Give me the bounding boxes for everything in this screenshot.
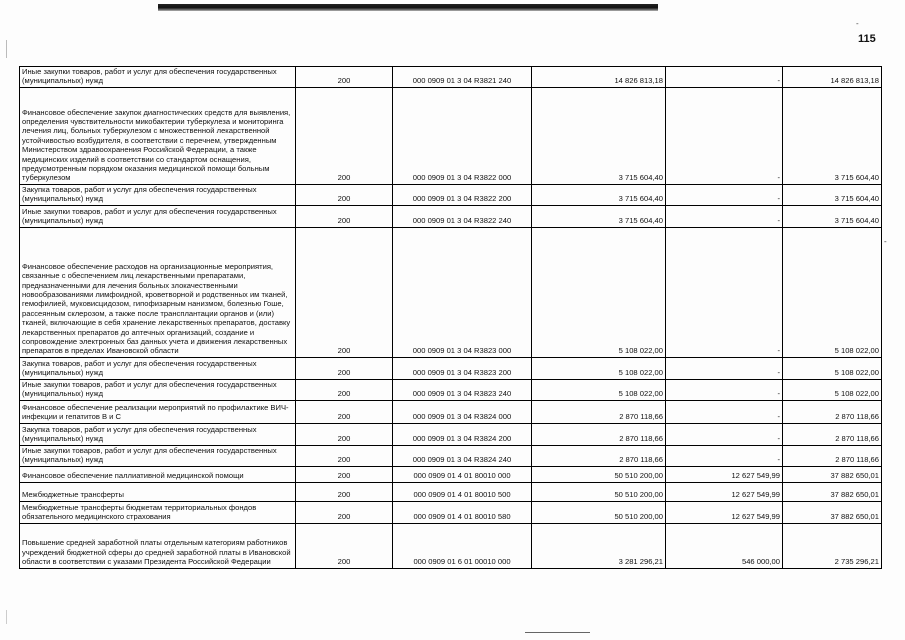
row-total: 37 882 650,01 [783, 466, 882, 482]
row-amount: 3 281 296,21 [532, 523, 666, 568]
row-total: 37 882 650,01 [783, 482, 882, 501]
budget-table [19, 66, 882, 569]
margin-mark-bottom [6, 610, 7, 624]
row-budget-code: 000 0909 01 4 01 80010 500 [393, 482, 532, 501]
dash-mark: - [856, 19, 859, 28]
row-vr-code: 200 [296, 67, 393, 88]
table-row [20, 482, 882, 501]
table-row [20, 379, 882, 400]
row-vr-code: 200 [296, 379, 393, 400]
row-budget-code: 000 0909 01 4 01 80010 000 [393, 466, 532, 482]
row-budget-code: 000 0909 01 3 04 R3822 200 [393, 184, 532, 205]
row-total: 2 735 296,21 [783, 523, 882, 568]
row-change: 12 627 549,99 [666, 466, 783, 482]
row-name: Межбюджетные трансферты [20, 482, 296, 501]
row-amount: 5 108 022,00 [532, 227, 666, 357]
row-name: Межбюджетные трансферты бюджетам территориальных фондов обязательного медицинского страхования [20, 501, 296, 523]
row-amount: 3 715 604,40 [532, 184, 666, 205]
row-budget-code: 000 0909 01 3 04 R3824 200 [393, 423, 532, 445]
page-number: 115 [858, 33, 876, 45]
row-budget-code: 000 0909 01 3 04 R3823 000 [393, 227, 532, 357]
row-total: 3 715 604,40 [783, 87, 882, 184]
table-row [20, 445, 882, 466]
table-row [20, 501, 882, 523]
table-row [20, 400, 882, 423]
row-amount: 2 870 118,66 [532, 423, 666, 445]
row-amount: 50 510 200,00 [532, 482, 666, 501]
row-budget-code: 000 0909 01 6 01 00010 000 [393, 523, 532, 568]
row-vr-code: 200 [296, 482, 393, 501]
row-change: - [666, 445, 783, 466]
row-name: Финансовое обеспечение закупок диагностических средств для выявления, определения чувствительности микобактерии туберкулеза и мониторинга лечения лиц, больных туберкулезом с множественной лекарственной устойчивостью возбудителя, в соответствии с перечнем, утвержденным Министерством здравоохранения Российской Федерации, а также медицинских изделий в соответствии со стандартом оснащения, предусмотренным порядком оказания медицинской помощи больным туберкулезом [20, 87, 296, 184]
row-change: - [666, 423, 783, 445]
row-name: Иные закупки товаров, работ и услуг для обеспечения государственных (муниципальных) нужд [20, 445, 296, 466]
row-vr-code: 200 [296, 501, 393, 523]
row-budget-code: 000 0909 01 3 04 R3822 000 [393, 87, 532, 184]
row-change: - [666, 357, 783, 379]
row-name: Закупка товаров, работ и услуг для обеспечения государственных (муниципальных) нужд [20, 357, 296, 379]
row-change: - [666, 184, 783, 205]
row-amount: 14 826 813,18 [532, 67, 666, 88]
row-vr-code: 200 [296, 87, 393, 184]
row-amount: 3 715 604,40 [532, 87, 666, 184]
row-change: - [666, 379, 783, 400]
table-row [20, 466, 882, 482]
row-total: 14 826 813,18 [783, 67, 882, 88]
row-total: 5 108 022,00 [783, 379, 882, 400]
row-name: Повышение средней заработной платы отдельным категориям работников учреждений бюджетной сферы до средней заработной платы в Ивановской области в соответствии с указами Президента Российской Федерации [20, 523, 296, 568]
row-amount: 3 715 604,40 [532, 205, 666, 227]
row-vr-code: 200 [296, 184, 393, 205]
table-row [20, 87, 882, 184]
row-budget-code: 000 0909 01 3 04 R3821 240 [393, 67, 532, 88]
row-vr-code: 200 [296, 466, 393, 482]
row-change: - [666, 205, 783, 227]
row-total: 3 715 604,40 [783, 184, 882, 205]
table-row [20, 205, 882, 227]
row-change: - [666, 87, 783, 184]
row-change: - [666, 67, 783, 88]
row-vr-code: 200 [296, 357, 393, 379]
row-vr-code: 200 [296, 423, 393, 445]
row-budget-code: 000 0909 01 3 04 R3824 240 [393, 445, 532, 466]
row-change: 546 000,00 [666, 523, 783, 568]
bottom-line [525, 632, 590, 633]
row-change: - [666, 227, 783, 357]
row-budget-code: 000 0909 01 3 04 R3824 000 [393, 400, 532, 423]
row-name: Финансовое обеспечение реализации мероприятий по профилактике ВИЧ-инфекции и гепатитов В и С [20, 400, 296, 423]
row-total: 2 870 118,66 [783, 423, 882, 445]
row-amount: 5 108 022,00 [532, 379, 666, 400]
row-name: Закупка товаров, работ и услуг для обеспечения государственных (муниципальных) нужд [20, 184, 296, 205]
row-budget-code: 000 0909 01 3 04 R3822 240 [393, 205, 532, 227]
row-total: 5 108 022,00 [783, 227, 882, 357]
row-total: 2 870 118,66 [783, 400, 882, 423]
margin-mark [6, 40, 7, 58]
row-vr-code: 200 [296, 523, 393, 568]
row-name: Закупка товаров, работ и услуг для обеспечения государственных (муниципальных) нужд [20, 423, 296, 445]
table-row [20, 423, 882, 445]
table-row [20, 184, 882, 205]
table-row [20, 67, 882, 88]
row-amount: 50 510 200,00 [532, 501, 666, 523]
margin-dash: - [884, 237, 887, 246]
row-budget-code: 000 0909 01 3 04 R3823 200 [393, 357, 532, 379]
row-change: - [666, 400, 783, 423]
row-change: 12 627 549,99 [666, 501, 783, 523]
row-amount: 50 510 200,00 [532, 466, 666, 482]
row-total: 37 882 650,01 [783, 501, 882, 523]
scan-top-line [158, 10, 658, 11]
row-total: 3 715 604,40 [783, 205, 882, 227]
row-name: Финансовое обеспечение паллиативной медицинской помощи [20, 466, 296, 482]
row-total: 5 108 022,00 [783, 357, 882, 379]
row-vr-code: 200 [296, 400, 393, 423]
row-name: Финансовое обеспечение расходов на организационные мероприятия, связанные с обеспечением лиц лекарственными препаратами, предназначенными для лечения больных злокачественными новообразованиями лимфоидной, кроветворной и родственных им тканей, гемофилией, муковисцидозом, гипофизарным нанизмом, болезнью Гоше, рассеянным склерозом, а также после трансплантации органов и (или) тканей, включающие в себя хранение лекарственных препаратов, доставку лекарственных препаратов до аптечных организаций, создание и сопровождение электронных баз данных учета и движения лекарственных препаратов в пределах Ивановской области [20, 227, 296, 357]
row-name: Иные закупки товаров, работ и услуг для обеспечения государственных (муниципальных) нужд [20, 67, 296, 88]
row-amount: 2 870 118,66 [532, 400, 666, 423]
row-name: Иные закупки товаров, работ и услуг для обеспечения государственных (муниципальных) нужд [20, 379, 296, 400]
row-vr-code: 200 [296, 445, 393, 466]
row-budget-code: 000 0909 01 3 04 R3823 240 [393, 379, 532, 400]
row-change: 12 627 549,99 [666, 482, 783, 501]
row-name: Иные закупки товаров, работ и услуг для обеспечения государственных (муниципальных) нужд [20, 205, 296, 227]
table-row [20, 227, 882, 357]
row-budget-code: 000 0909 01 4 01 80010 580 [393, 501, 532, 523]
row-vr-code: 200 [296, 205, 393, 227]
table-row [20, 357, 882, 379]
row-total: 2 870 118,66 [783, 445, 882, 466]
table-row [20, 523, 882, 568]
row-amount: 2 870 118,66 [532, 445, 666, 466]
row-vr-code: 200 [296, 227, 393, 357]
row-amount: 5 108 022,00 [532, 357, 666, 379]
